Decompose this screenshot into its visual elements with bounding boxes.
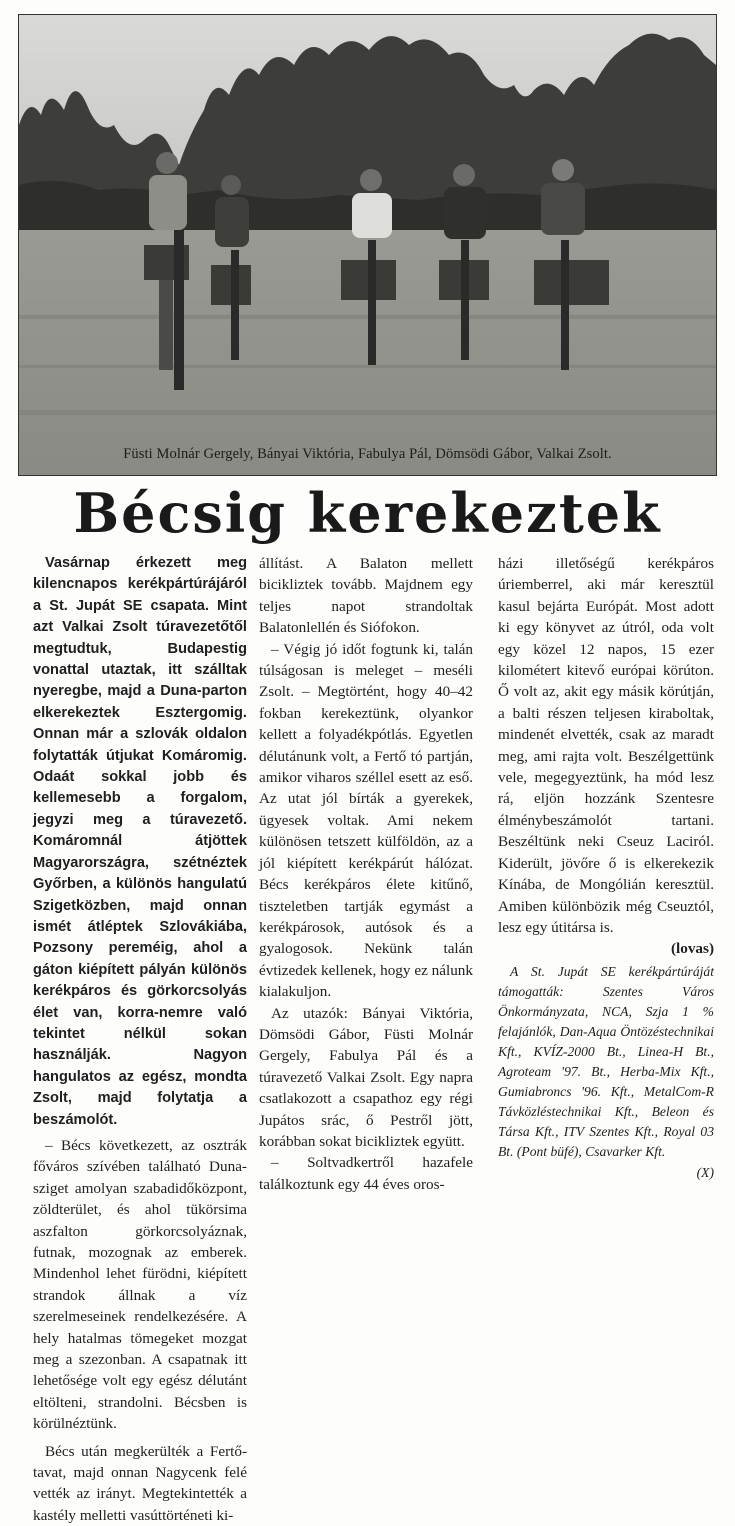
article-photo bbox=[18, 14, 717, 476]
body-paragraph: Az utazók: Bányai Viktória, Dömsödi Gábor, Füsti Molnár Gergely, Fabulya Pál és a túravezető Valkai Zsolt. Egy napra csatlakozott a csapathoz egy régi Jupátos srác, ő Pestről jött, korábban sokat bicikliztek együtt. bbox=[259, 1004, 473, 1150]
article-column-2 bbox=[259, 553, 473, 1195]
photo-caption: Füsti Molnár Gergely, Bányai Viktória, Fabulya Pál, Dömsödi Gábor, Valkai Zsolt. bbox=[123, 446, 612, 462]
article-column-1 bbox=[33, 553, 247, 1526]
body-paragraph: állítást. A Balaton mellett bicikliztek tovább. Majdnem egy teljes napot strandoltak Balatonlellén és Siófokon. bbox=[259, 555, 473, 637]
article-headline: Bécsig kerekeztek bbox=[73, 481, 662, 545]
cyclists-photo-image bbox=[19, 15, 716, 475]
body-paragraph: – Bécs következett, az osztrák főváros szívében található Duna-sziget amolyan szabadidőközpont, zöldterület, és ahol tükörsima aszfalton görkorcsolyáznak, futnak, mozognak az emberek. Mindenhol lehet fürödni, kiépített strandok állnak a víz szerelmeseinek rendelkezésére. A hely hatalmas tömegeket mozgat meg a szezonban. A csapatnak itt lehetősége volt egy egész délutánt eltölteni, strandolni. Bécsben is körülnéztünk. bbox=[33, 1136, 247, 1433]
sponsors-note: A St. Jupát SE kerékpártúráját támogatták: Szentes Város Önkormányzata, NCA, Szja 1 % felajánlók, Dan-Aqua Öntözéstechnikai Kft., KVÍZ-2000 Bt., Linea-H Bt., Agroteam '97. Bt., Herba-Mix Kft., Gumiabroncs '96. Kft., MetalCom-R Távközléstechnikai Kft., Beleon és Társa Kft., ITV Szentes Kft., Royal 03 Bt. (Pont büfé), Csavarker Kft. bbox=[498, 963, 714, 1159]
body-paragraph: Bécs után megkerülték a Fertő-tavat, majd onnan Nagycenk felé vették az irányt. Megtekintették a kastély melletti vasúttörténeti ki- bbox=[33, 1442, 247, 1524]
article-column-3 bbox=[498, 553, 714, 1183]
body-paragraph: – Soltvadkertről hazafele találkoztunk egy 44 éves oros- bbox=[259, 1154, 473, 1193]
body-paragraph: házi illetőségű kerékpáros úriemberrel, aki már keresztül kasul bejárta Európát. Most adott ki egy könyvet az útról, oda volt egy közel 12 napos, 15 ezer kilométert kitevő európai körúton. Ő volt az, akit egy másik körútján, a balti részen teljesen kiraboltak, mindenét elvették, csak az maradt meg, ami rajta volt. Beszélgettünk vele, megegyeztünk, ha mód lesz rá, eljön hozzánk Szentesre élménybeszámolót tartani. Beszéltünk neki Cseuz Laciról. Kiderült, jövőre ő is elkerekezik Kínába, de Mongólián keresztül. Amiben különbözik még Cseuztól, lesz egy útitársa is. bbox=[498, 555, 714, 936]
lead-paragraph: Vasárnap érkezett meg kilencnapos kerékpártúrájáról a St. Jupát SE csapata. Mint azt Valkai Zsolt túravezetőtől megtudtuk, Budapestig vonattal utaztak, itt szálltak nyeregbe, majd a Duna-parton elkerekeztek Esztergomig. Onnan már a szlovák oldalon folytatták útjukat Komáromig. Odaát sokkal jobb és kellemesebb a forgalom, jegyzi meg a túravezető. Komáromnál átjöttek Magyarországra, szétnéztek Győrben, a különös hangulatú Szigetközben, majd onnan ismét átléptek Szlovákiába, Pozsony pereméig, ahol a gáton kiépített pályán különös kerékpáros és görkorcsolyás élet van, korra-nemre való tekintet nélkül sokan használják. Nagyon hangulatos az egész, mondta Zsolt, majd folytatja a beszámolót. bbox=[33, 555, 247, 1128]
signoff-mark: (X) bbox=[696, 1164, 714, 1180]
author-byline: (lovas) bbox=[670, 940, 714, 958]
body-paragraph: – Végig jó időt fogtunk ki, talán túlságosan is meleget – meséli Zsolt. – Megtörtént, hogy 40–42 fokban kerekeztünk, olyankor kellett a folyadékpótlás. Egyetlen délutánunk volt, a Fertő tó partján, amikor viharos széllel esett az eső. Az utat jól bírták a gyerekek, ügyesek voltak. Ami nekem különösen tetszett külföldön, az a jól kiépített kerékpárút hálózat. Bécs kerékpáros élete kitűnő, tiszteletben tartják egymást a kerékpárosok, autósok és a gyalogosok. Nekünk talán évtizedek kellenek, hogy ez nálunk kialakuljon. bbox=[259, 640, 473, 1001]
